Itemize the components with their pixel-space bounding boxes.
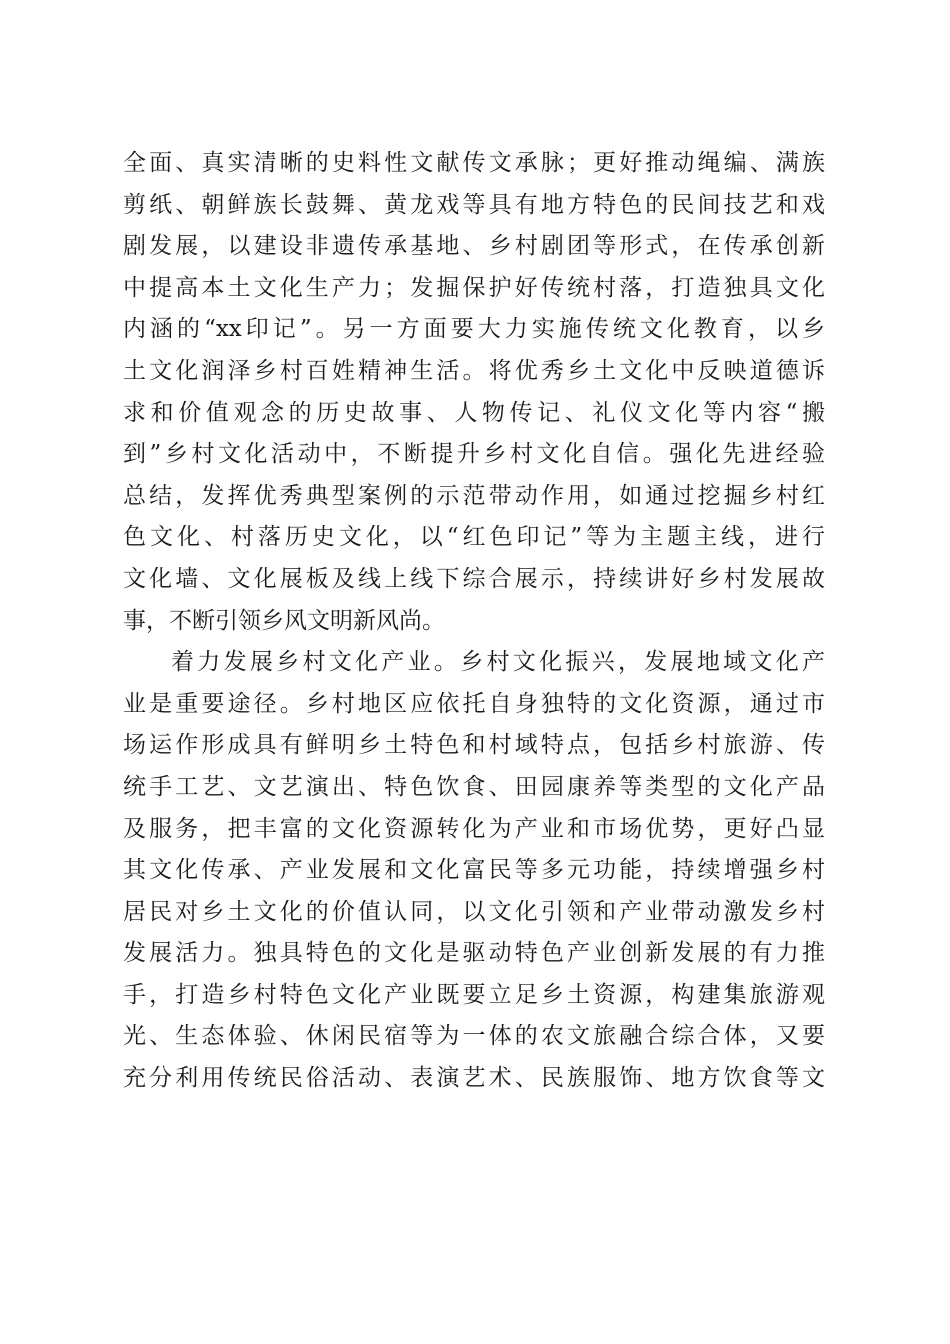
- text-line: 统手工艺、文艺演出、特色饮食、田园康养等类型的文化产品: [123, 773, 825, 800]
- text-line: 事，不断引领乡风文明新风尚。: [123, 607, 445, 634]
- text-line: 着力发展乡村文化产业。乡村文化振兴，发展地域文化产: [171, 649, 825, 676]
- document-body: [123, 143, 825, 1100]
- text-line: 总结，发挥优秀典型案例的示范带动作用，如通过挖掘乡村红: [123, 482, 825, 509]
- text-line: 全面、真实清晰的史料性文献传文承脉；更好推动绳编、满族: [123, 150, 825, 176]
- text-line: 光、生态体验、休闲民宿等为一体的农文旅融合综合体，又要: [123, 1023, 825, 1050]
- text-line: 及服务，把丰富的文化资源转化为产业和市场优势，更好凸显: [123, 815, 825, 842]
- text-line: 文化墙、文化展板及线上线下综合展示，持续讲好乡村发展故: [123, 565, 825, 592]
- text-line: 剧发展，以建设非遗传承基地、乡村剧团等形式，在传承创新: [123, 233, 825, 260]
- text-line: 场运作形成具有鲜明乡土特色和村域特点，包括乡村旅游、传: [123, 732, 825, 759]
- text-line: 居民对乡土文化的价值认同，以文化引领和产业带动激发乡村: [123, 898, 825, 925]
- text-line: 内涵的“xx印记”。另一方面要大力实施传统文化教育，以乡: [123, 316, 825, 343]
- text-line: 充分利用传统民俗活动、表演艺术、民族服饰、地方饮食等文: [123, 1065, 825, 1092]
- text-line: 到”乡村文化活动中，不断提升乡村文化自信。强化先进经验: [123, 441, 825, 468]
- text-line: 业是重要途径。乡村地区应依托自身独特的文化资源，通过市: [123, 690, 825, 717]
- text-line: 发展活力。独具特色的文化是驱动特色产业创新发展的有力推: [123, 940, 825, 967]
- text-line: 其文化传承、产业发展和文化富民等多元功能，持续增强乡村: [123, 857, 825, 884]
- text-line: 中提高本土文化生产力；发掘保护好传统村落，打造独具文化: [123, 274, 825, 301]
- text-line: 色文化、村落历史文化，以“红色印记”等为主题主线，进行: [123, 524, 825, 551]
- text-line: 求和价值观念的历史故事、人物传记、礼仪文化等内容“搬: [123, 399, 825, 426]
- text-line: 土文化润泽乡村百姓精神生活。将优秀乡土文化中反映道德诉: [123, 357, 825, 384]
- paragraph-2: [123, 642, 825, 1100]
- text-line: 手，打造乡村特色文化产业既要立足乡土资源，构建集旅游观: [123, 981, 825, 1008]
- text-line: 剪纸、朝鲜族长鼓舞、黄龙戏等具有地方特色的民间技艺和戏: [123, 191, 825, 218]
- paragraph-1: [123, 143, 825, 642]
